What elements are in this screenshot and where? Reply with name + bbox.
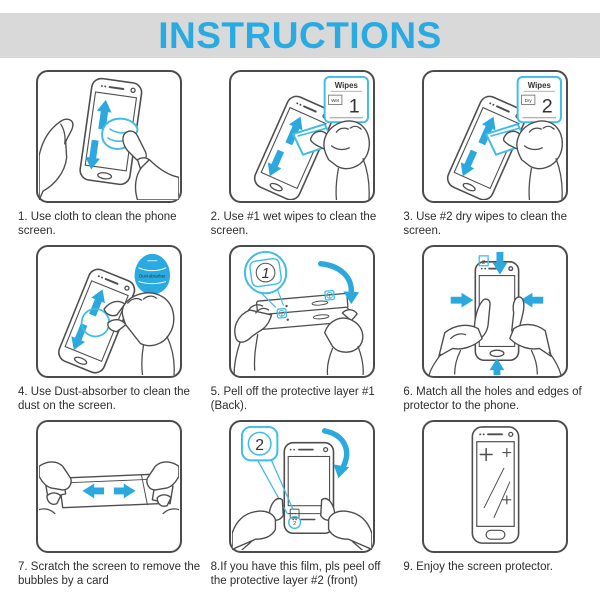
right-hand: [311, 121, 370, 200]
curved-arrow-icon: [321, 264, 352, 293]
peel-front-layer-illustration: [232, 423, 372, 550]
step-1-caption: 1. Use cloth to clean the phone screen.: [18, 211, 177, 238]
right-hand: [321, 499, 372, 550]
right-hand: [509, 297, 560, 375]
step-7-caption: 7. Scratch the screen to remove the bubbles by a card: [18, 561, 201, 588]
instruction-sheet: [0, 13, 600, 613]
step-5: [209, 245, 396, 420]
right-hand-with-card: [147, 462, 179, 514]
step-4-caption: 4. Use Dust-absorber to clean the dust on the screen.: [18, 386, 190, 413]
left-hand: [429, 299, 490, 375]
step-9-figure: [422, 420, 568, 553]
header-band: [0, 13, 600, 58]
step-3-caption: 3. Use #2 dry wipes to clean the screen.: [403, 211, 567, 238]
step-4-figure: [36, 245, 182, 378]
wipes-packet-icon: [517, 77, 560, 122]
step-2: [209, 70, 396, 245]
peel-back-layer-illustration: [232, 248, 372, 375]
svg-text:2: 2: [293, 520, 297, 527]
step-9: [401, 420, 588, 595]
screen-film-icon: [59, 474, 158, 507]
dry-wipe-illustration: [425, 73, 565, 200]
steps-grid: [16, 70, 588, 595]
left-hand: [232, 499, 283, 550]
step-9-caption: 9. Enjoy the screen protector.: [403, 561, 553, 573]
arrow-right-icon: [450, 293, 473, 308]
page-title: INSTRUCTIONS: [158, 14, 442, 56]
step-6-figure: [422, 245, 568, 378]
step-1-figure: [36, 70, 182, 203]
step-6-caption: 6. Match all the holes and edges of protector to the phone.: [403, 386, 582, 413]
step-5-figure: [229, 245, 375, 378]
svg-text:Dry: Dry: [524, 98, 532, 104]
dust-absorber-sticker: [135, 254, 170, 294]
svg-text:Wet: Wet: [331, 98, 340, 104]
step-3-figure: [422, 70, 568, 203]
svg-text:2: 2: [481, 259, 485, 266]
left-hand: [234, 305, 271, 375]
wet-wipe-illustration: [232, 73, 372, 200]
step-8-figure: [229, 420, 375, 553]
svg-text:2: 2: [541, 95, 553, 118]
card-scratch-illustration: [39, 423, 179, 550]
svg-text:2: 2: [255, 437, 265, 455]
wipes-packet-icon: [325, 77, 368, 122]
step-7: [16, 420, 203, 595]
left-hand: [39, 119, 73, 200]
step-2-figure: [229, 70, 375, 203]
align-protector-illustration: [425, 248, 565, 375]
step-8-caption: 8.If you have this film, pls peel off the protective layer #2 (front): [210, 561, 381, 588]
svg-text:1: 1: [261, 266, 270, 283]
step-1: [16, 70, 203, 245]
step-5-caption: 5. Pell off the protective layer #1 (Back).: [210, 386, 375, 413]
step-7-figure: [36, 420, 182, 553]
svg-text:1: 1: [280, 311, 284, 317]
svg-text:Wipes: Wipes: [334, 80, 358, 90]
svg-text:1: 1: [348, 95, 360, 118]
step-3: [401, 70, 588, 245]
clean-with-cloth-illustration: [39, 73, 179, 200]
step-6: [401, 245, 588, 420]
svg-text:Wipes: Wipes: [527, 80, 551, 90]
svg-text:1: 1: [328, 293, 332, 299]
finished-phone-illustration: [425, 423, 565, 550]
dust-absorber-illustration: [39, 248, 179, 375]
step-8: [209, 420, 396, 595]
right-hand: [503, 121, 562, 200]
svg-text:Dust-absorber: Dust-absorber: [139, 273, 166, 279]
step-4: [16, 245, 203, 420]
step-2-caption: 2. Use #1 wet wipes to clean the screen.: [210, 211, 377, 238]
